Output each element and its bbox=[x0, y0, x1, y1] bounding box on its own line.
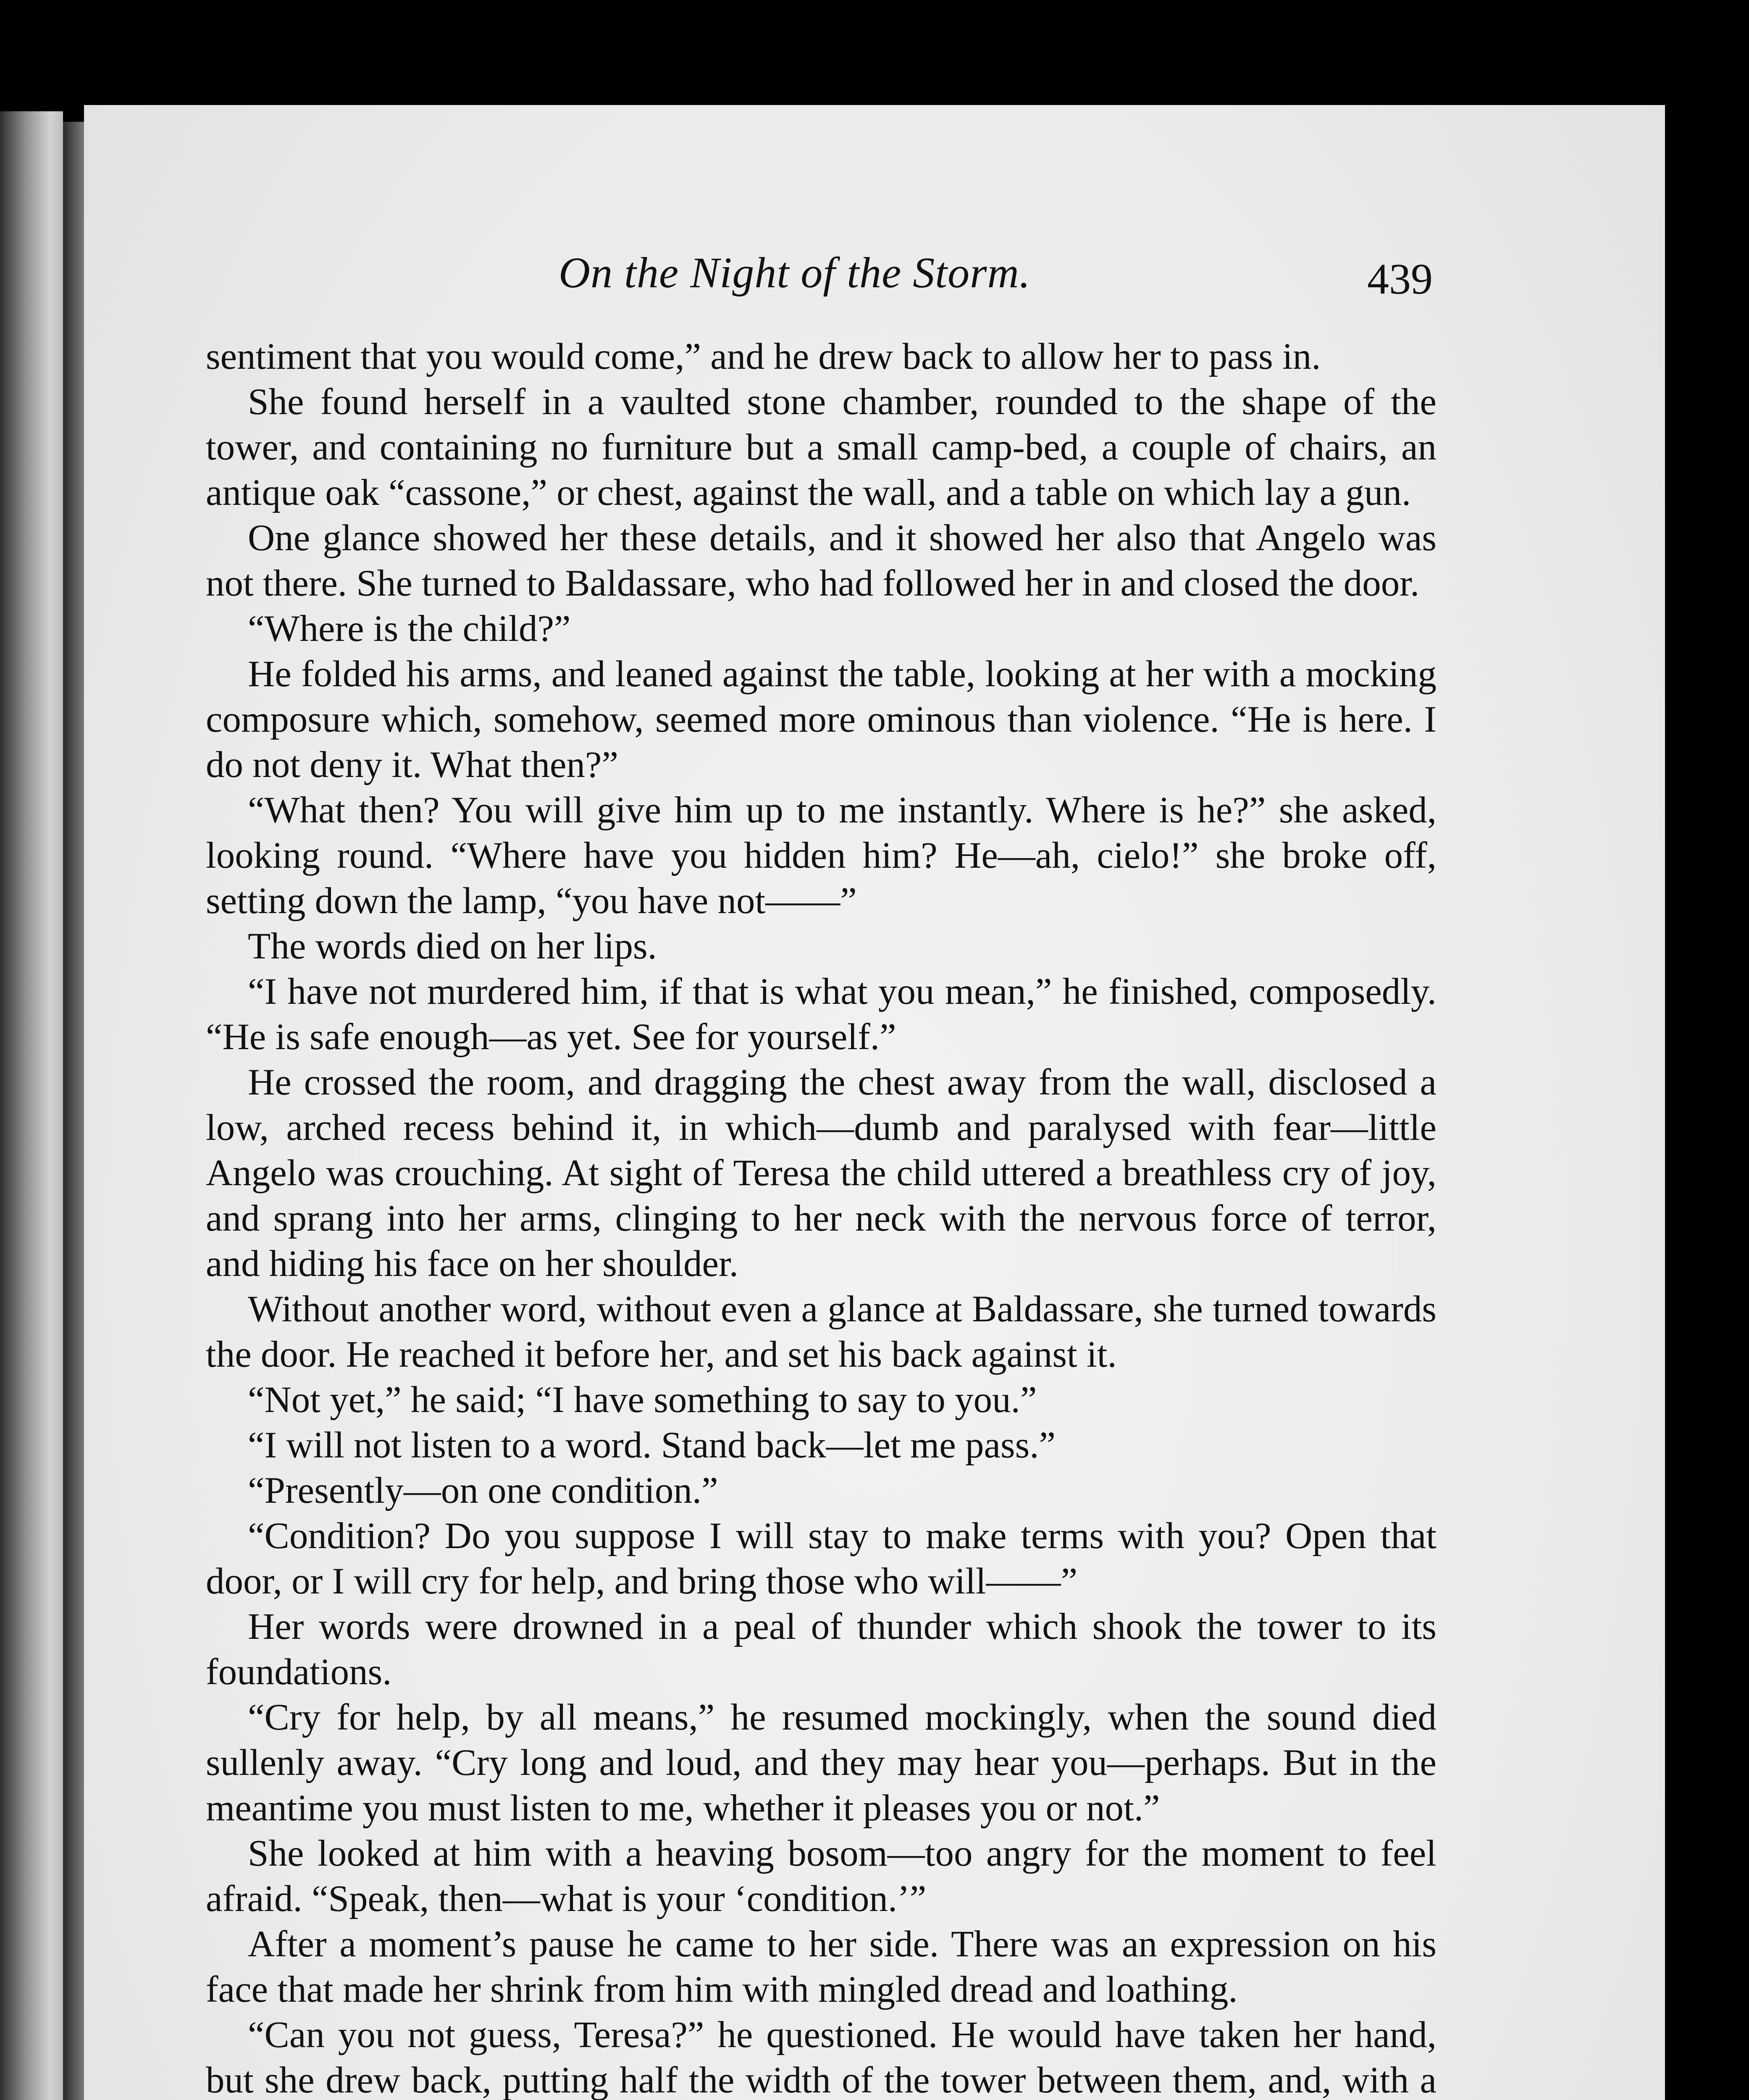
paragraph: The words died on her lips. bbox=[248, 926, 657, 967]
paragraph: “Cry for help, by all means,” he resumed mockingly, when the sound died sullenly away. “Cry long and loud, and they may hear you—perhaps. But in the meantime you must listen to me, whether it pleases you or not.” bbox=[206, 1697, 1436, 1829]
paragraph: He crossed the room, and dragging the chest away from the wall, disclosed a low, arched recess behind it, in which—dumb and paralysed with fear—little Angelo was crouching. At sight of Teresa the child uttered a breathless cry of joy, and sprang into her arms, clinging to her neck with the nervous force of terror, and hiding his face on her shoulder. bbox=[206, 1062, 1436, 1284]
paragraph: “Where is the child?” bbox=[248, 608, 571, 649]
paragraph: He folded his arms, and leaned against the table, looking at her with a mocking composure which, somehow, seemed more ominous than violence. “He is here. I do not deny it. What then?” bbox=[206, 654, 1436, 785]
paragraph: “Condition? Do you suppose I will stay to make terms with you? Open that door, or I will cry for help, and bring those who will——” bbox=[206, 1515, 1436, 1602]
paragraph: She found herself in a vaulted stone chamber, rounded to the shape of the tower, and containing no furniture but a small camp-bed, a couple of chairs, an antique oak “cassone,” or chest, against the wall, and a table on which lay a gun. bbox=[206, 381, 1436, 513]
paragraph: She looked at him with a heaving bosom—too angry for the moment to feel afraid. “Speak, then—what is your ‘condition.’” bbox=[206, 1833, 1436, 1919]
paragraph: “Can you not guess, Teresa?” he questioned. He would have taken her hand, but she drew back, putting half the width of the tower between them, and, with a bbox=[206, 2014, 1436, 2100]
paragraph: “Presently—on one condition.” bbox=[248, 1470, 718, 1511]
paragraph: Her words were drowned in a peal of thunder which shook the tower to its foundations. bbox=[206, 1606, 1436, 1693]
running-head: On the Night of the Storm. bbox=[559, 249, 1031, 297]
paragraph: After a moment’s pause he came to her side. There was an expression on his face that made her shrink from him with mingled dread and loathing. bbox=[206, 1924, 1436, 2010]
paragraph: Without another word, without even a glance at Baldassare, she turned towards the door. He reached it before her, and set his back against it. bbox=[206, 1289, 1436, 1375]
paragraph: sentiment that you would come,” and he drew back to allow her to pass in. bbox=[206, 336, 1321, 377]
paragraph: “I will not listen to a word. Stand back—let me pass.” bbox=[248, 1425, 1056, 1466]
paragraph: “I have not murdered him, if that is what you mean,” he finished, composedly. “He is safe enough—as yet. See for yourself.” bbox=[206, 971, 1436, 1058]
body-text bbox=[206, 334, 1436, 2100]
paragraph: “What then? You will give him up to me instantly. Where is he?” she asked, looking round. “Where have you hidden him? He—ah, cielo!” she broke off, setting down the lamp, “you have not——” bbox=[206, 790, 1436, 921]
paragraph: One glance showed her these details, and it showed her also that Angelo was not there. She turned to Baldassare, who had followed her in and closed the door. bbox=[206, 517, 1436, 604]
paragraph: “Not yet,” he said; “I have something to say to you.” bbox=[248, 1379, 1037, 1420]
facing-page-edge bbox=[0, 111, 63, 2100]
page-number: 439 bbox=[1367, 255, 1433, 303]
